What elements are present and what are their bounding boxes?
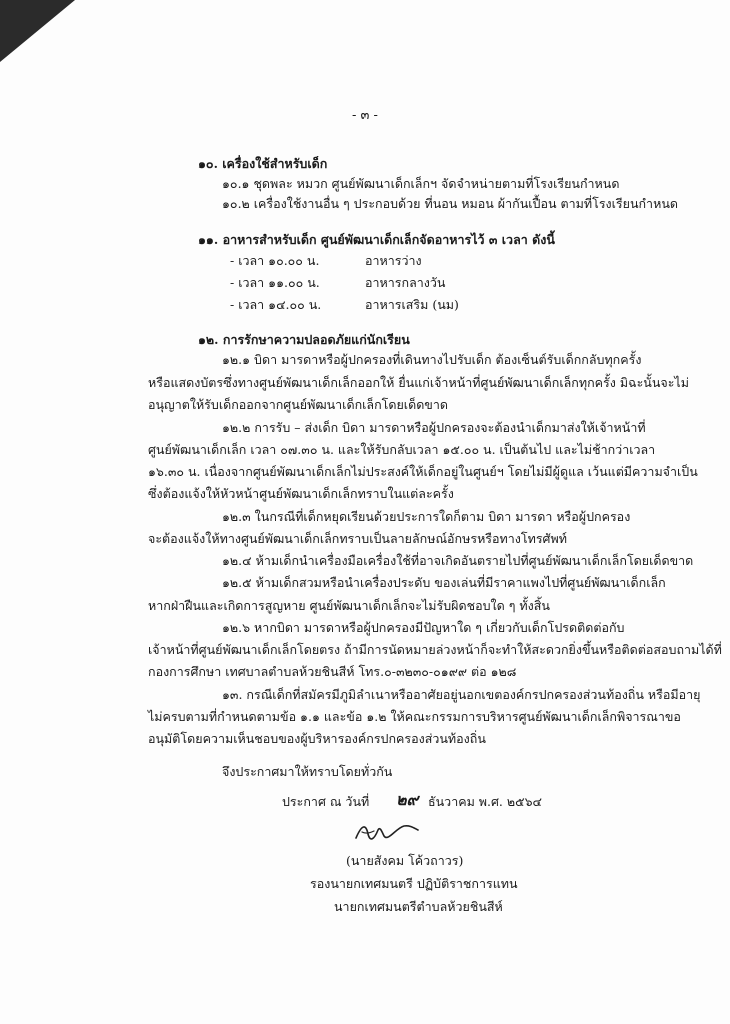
section-10-item-2: ๑๐.๒ เครื่องใช้งานอื่น ๆ ประกอบด้วย ที่นอน หมอน ผ้ากันเปื้อน ตามที่โรงเรียนกำหนด <box>222 196 678 211</box>
section-12-line: ๑๒.๒ การรับ – ส่งเด็ก บิดา มารดาหรือผู้ปกครองจะต้องนำเด็กมาส่งให้เจ้าหน้าที่ <box>222 420 646 435</box>
section-12-line: ๑๖.๓๐ น. เนื่องจากศูนย์พัฒนาเด็กเล็กไม่ประสงค์ให้เด็กอยู่ในศูนย์ฯ โดยไม่มีผู้ดูแล เว้นแต่มีความจำเป็น <box>148 464 698 479</box>
section-13-line: ไม่ครบตามที่กำหนดตามข้อ ๑.๑ และข้อ ๑.๒ ให้คณะกรรมการบริหารศูนย์พัฒนาเด็กเล็กพิจารณาขอ <box>148 709 681 724</box>
section-12-line: ๑๒.๓ ในกรณีที่เด็กหยุดเรียนด้วยประการใดก็ตาม บิดา มารดา หรือผู้ปกครอง <box>222 509 631 524</box>
section-13-line: อนุมัติโดยความเห็นชอบของผู้บริหารองค์กรปกครองส่วนท้องถิ่น <box>148 731 486 746</box>
section-12-line: ศูนย์พัฒนาเด็กเล็ก เวลา ๐๗.๓๐ น. และให้รับกลับเวลา ๑๕.๐๐ น. เป็นต้นไป และไม่ช้ากว่าเวลา <box>148 442 656 457</box>
section-10-heading: ๑๐. เครื่องใช้สำหรับเด็ก <box>198 156 328 171</box>
section-12-line: หากฝ่าฝืนและเกิดการสูญหาย ศูนย์พัฒนาเด็กเล็กจะไม่รับผิดชอบใด ๆ ทั้งสิ้น <box>148 598 550 613</box>
meal-time: - เวลา ๑๔.๐๐ น. <box>230 297 322 312</box>
meal-name: อาหารกลางวัน <box>365 275 446 290</box>
section-10-item-1: ๑๐.๑ ชุดพละ หมวก ศูนย์พัฒนาเด็กเล็กฯ จัดจำหน่ายตามที่โรงเรียนกำหนด <box>222 176 620 191</box>
section-12-line: ๑๒.๑ บิดา มารดาหรือผู้ปกครองที่เดินทางไปรับเด็ก ต้องเซ็นต์รับเด็กกลับทุกครั้ง <box>222 352 642 367</box>
page-number: - ๓ - <box>352 108 378 123</box>
signature-image <box>352 818 422 848</box>
section-12-line: ๑๒.๕ ห้ามเด็กสวมหรือนำเครื่องประดับ ของเล่นที่มีราคาแพงไปที่ศูนย์พัฒนาเด็กเล็ก <box>222 575 666 590</box>
date-month-year: ธันวาคม พ.ศ. ๒๕๖๔ <box>428 794 542 809</box>
section-12-line: ซึ่งต้องแจ้งให้หัวหน้าศูนย์พัฒนาเด็กเล็กทราบในแต่ละครั้ง <box>148 486 454 501</box>
signatory-position-2: นายกเทศมนตรีตำบลห้วยชินสีห์ <box>334 899 503 914</box>
section-12-line: ๑๒.๖ หากบิดา มารดาหรือผู้ปกครองมีปัญหาใด ๆ เกี่ยวกับเด็กโปรดติดต่อกับ <box>222 620 625 635</box>
meal-time: - เวลา ๑๑.๐๐ น. <box>230 275 320 290</box>
section-13-line: ๑๓. กรณีเด็กที่สมัครมีภูมิลำเนาหรืออาศัยอยู่นอกเขตองค์กรปกครองส่วนท้องถิ่น หรือมีอายุ <box>222 687 701 702</box>
date-day-handwritten: ๒๙ <box>396 790 419 809</box>
section-11-heading: ๑๑. อาหารสำหรับเด็ก ศูนย์พัฒนาเด็กเล็กจัดอาหารไว้ ๓ เวลา ดังนี้ <box>198 232 555 247</box>
signatory-name: (นายสังคม โค้วถาวร) <box>346 853 464 868</box>
meal-time: - เวลา ๑๐.๐๐ น. <box>230 253 320 268</box>
section-12-line: อนุญาตให้รับเด็กออกจากศูนย์พัฒนาเด็กเล็กโดยเด็ดขาด <box>148 397 448 412</box>
page-corner-fold <box>0 0 75 62</box>
section-12-line: ๑๒.๔ ห้ามเด็กนำเครื่องมือเครื่องใช้ที่อาจเกิดอันตรายไปที่ศูนย์พัฒนาเด็กเล็กโดยเด็ดขาด <box>222 553 694 568</box>
section-12-line: จะต้องแจ้งให้ทางศูนย์พัฒนาเด็กเล็กทราบเป็นลายลักษณ์อักษรหรือทางโทรศัพท์ <box>148 531 567 546</box>
section-12-line: เจ้าหน้าที่ศูนย์พัฒนาเด็กเล็กโดยตรง ถ้ามีการนัดหมายล่วงหน้าก็จะทำให้สะดวกยิ่งขึ้นหรือติดต่อสอบถามได้ที่ <box>148 642 722 657</box>
section-12-line: กองการศึกษา เทศบาลตำบลห้วยชินสีห์ โทร.๐-๓๒๓๐-๐๑๙๙ ต่อ ๑๒๘ <box>148 664 517 679</box>
closing-statement: จึงประกาศมาให้ทราบโดยทั่วกัน <box>222 764 393 779</box>
signatory-position-1: รองนายกเทศมนตรี ปฏิบัติราชการแทน <box>310 876 518 891</box>
section-12-line: หรือแสดงบัตรซึ่งทางศูนย์พัฒนาเด็กเล็กออกให้ ยื่นแก่เจ้าหน้าที่ศูนย์พัฒนาเด็กเล็กทุกครั้ง มิฉะนั้นจะไม่ <box>148 375 689 390</box>
date-prefix: ประกาศ ณ วันที่ <box>282 794 370 809</box>
meal-name: อาหารว่าง <box>365 253 422 268</box>
section-12-heading: ๑๒. การรักษาความปลอดภัยแก่นักเรียน <box>198 332 410 347</box>
meal-name: อาหารเสริม (นม) <box>365 297 459 312</box>
